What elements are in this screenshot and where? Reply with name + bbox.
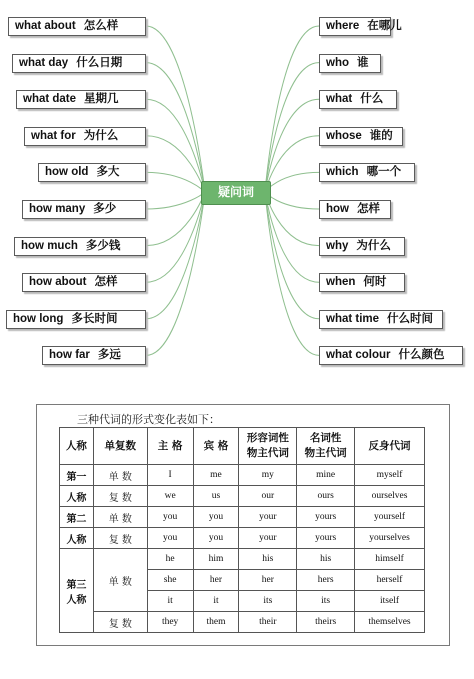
person-third: [60, 549, 94, 633]
header-adj-possessive-line2: 物主代词: [246, 447, 289, 459]
connector-line: [146, 192, 205, 209]
cell: yourselves: [355, 528, 425, 549]
cell: ourselves: [355, 486, 425, 507]
node-english: who: [326, 56, 349, 69]
node-english: how long: [13, 312, 64, 325]
cell: our: [239, 486, 297, 507]
node-chinese: 多少: [93, 203, 117, 215]
cell: hers: [297, 570, 355, 591]
left-node-1: [12, 54, 146, 73]
table-caption: 三种代词的形式变化表如下：: [77, 413, 220, 426]
connector-line: [265, 192, 319, 355]
number-plural: 复 数: [93, 612, 147, 633]
node-chinese: 多大: [96, 166, 120, 179]
connector-line: [265, 192, 319, 209]
table-header-row: [60, 428, 425, 465]
number-plural: 复 数: [93, 486, 147, 507]
cell: you: [193, 528, 239, 549]
cell: you: [193, 507, 239, 528]
cell: her: [193, 570, 239, 591]
cell: yourself: [355, 507, 425, 528]
node-chinese: 什么颜色: [398, 349, 445, 362]
cell: I: [147, 465, 193, 486]
person-second-top: 第二: [60, 507, 94, 528]
cell: we: [147, 486, 193, 507]
left-node-0: [8, 17, 146, 36]
node-chinese: 哪一个: [366, 166, 402, 179]
node-english: how far: [49, 349, 90, 362]
node-english: what for: [31, 129, 76, 142]
node-english: where: [326, 20, 360, 32]
cell: her: [239, 570, 297, 591]
cell: it: [193, 591, 239, 612]
connector-line: [265, 26, 319, 192]
left-node-3: [24, 127, 146, 146]
pronoun-section: [0, 386, 474, 679]
cell: your: [239, 507, 297, 528]
node-english: what day: [19, 56, 69, 69]
cell: yours: [297, 528, 355, 549]
number-plural: 复 数: [93, 528, 147, 549]
center-node: 疑问词: [201, 181, 271, 205]
person-first-bottom: 人称: [60, 486, 94, 507]
node-english: how old: [45, 166, 89, 179]
header-reflexive: 反身代词: [355, 428, 425, 465]
node-chinese: 怎样: [357, 203, 380, 215]
cell: itself: [355, 591, 425, 612]
node-english: what about: [15, 20, 76, 32]
number-singular: 单 数: [93, 507, 147, 528]
connector-line: [146, 192, 205, 355]
header-object: 宾 格: [193, 428, 239, 465]
node-english: how: [326, 203, 349, 215]
header-noun-possessive: [297, 428, 355, 465]
cell: his: [239, 549, 297, 570]
cell: ours: [297, 486, 355, 507]
table-row: [60, 612, 425, 633]
node-chinese: 星期几: [84, 93, 119, 106]
left-node-2: [16, 90, 146, 109]
header-number: 单复数: [93, 428, 147, 465]
table-row: [60, 549, 425, 570]
table-row: [60, 465, 425, 486]
node-chinese: 怎样: [94, 276, 118, 289]
left-node-4: [38, 163, 146, 182]
person-first-top: 第一: [60, 465, 94, 486]
right-node-1: [319, 54, 381, 73]
cell: his: [297, 549, 355, 570]
cell: its: [297, 591, 355, 612]
node-english: why: [326, 239, 349, 252]
node-chinese: 什么: [360, 93, 384, 106]
header-noun-possessive-line2: 物主代词: [304, 447, 347, 459]
node-chinese: 多远: [97, 349, 121, 362]
cell: you: [147, 528, 193, 549]
header-subject: 主 格: [147, 428, 193, 465]
header-noun-possessive-line1: 名词性: [309, 432, 342, 444]
right-node-6: [319, 237, 405, 256]
cell: my: [239, 465, 297, 486]
table-row: [60, 507, 425, 528]
left-node-7: [22, 273, 146, 292]
node-english: what date: [23, 93, 77, 106]
person-second-bottom: 人称: [60, 528, 94, 549]
table-row: [60, 486, 425, 507]
header-adj-possessive-line1: 形容词性: [246, 432, 289, 444]
node-english: how much: [21, 239, 78, 252]
cell: its: [239, 591, 297, 612]
cell: they: [147, 612, 193, 633]
node-english: whose: [326, 129, 362, 142]
person-third-line2: 人称: [66, 594, 87, 606]
right-node-9: [319, 346, 463, 365]
cell: us: [193, 486, 239, 507]
node-english: which: [326, 166, 359, 179]
cell: he: [147, 549, 193, 570]
cell: myself: [355, 465, 425, 486]
cell: himself: [355, 549, 425, 570]
node-chinese: 怎么样: [83, 20, 119, 32]
left-node-9: [42, 346, 146, 365]
node-english: what time: [326, 312, 380, 325]
cell: you: [147, 507, 193, 528]
cell: your: [239, 528, 297, 549]
header-adj-possessive: [239, 428, 297, 465]
node-english: how many: [29, 203, 86, 215]
node-english: what: [326, 93, 353, 106]
node-chinese: 为什么: [356, 239, 391, 252]
cell: it: [147, 591, 193, 612]
cell: them: [193, 612, 239, 633]
cell: herself: [355, 570, 425, 591]
right-node-5: [319, 200, 391, 219]
right-node-8: [319, 310, 443, 329]
cell: him: [193, 549, 239, 570]
connector-line: [146, 26, 205, 192]
left-node-8: [6, 310, 146, 329]
right-node-2: [319, 90, 397, 109]
left-node-6: [14, 237, 146, 256]
node-chinese: 多长时间: [71, 312, 118, 325]
node-chinese: 在哪儿: [367, 20, 402, 32]
node-chinese: 谁的: [369, 129, 393, 142]
number-singular: 单 数: [93, 465, 147, 486]
cell: me: [193, 465, 239, 486]
node-chinese: 多少钱: [85, 239, 121, 252]
cell: yours: [297, 507, 355, 528]
node-chinese: 什么时间: [387, 312, 434, 325]
connector-line: [146, 136, 205, 192]
node-chinese: 为什么: [83, 129, 119, 142]
right-node-4: [319, 163, 415, 182]
connector-line: [146, 192, 205, 246]
right-node-3: [319, 127, 403, 146]
node-english: what colour: [326, 349, 391, 362]
right-node-7: [319, 273, 405, 292]
cell: their: [239, 612, 297, 633]
connector-line: [146, 99, 205, 192]
right-node-0: [319, 17, 402, 36]
number-singular: 单 数: [93, 549, 147, 612]
person-third-line1: 第三: [66, 579, 87, 591]
connector-line: [265, 172, 319, 192]
node-english: when: [326, 276, 356, 289]
connector-line: [146, 172, 205, 192]
header-person: 人称: [60, 428, 94, 465]
cell: she: [147, 570, 193, 591]
cell: theirs: [297, 612, 355, 633]
node-english: how about: [29, 276, 87, 289]
cell: mine: [297, 465, 355, 486]
node-chinese: 谁: [357, 56, 369, 69]
table-frame: [36, 404, 450, 646]
table-row: [60, 528, 425, 549]
cell: themselves: [355, 612, 425, 633]
pronoun-table: [59, 427, 425, 633]
node-chinese: 何时: [363, 276, 387, 289]
left-node-5: [22, 200, 146, 219]
node-chinese: 什么日期: [76, 56, 123, 69]
